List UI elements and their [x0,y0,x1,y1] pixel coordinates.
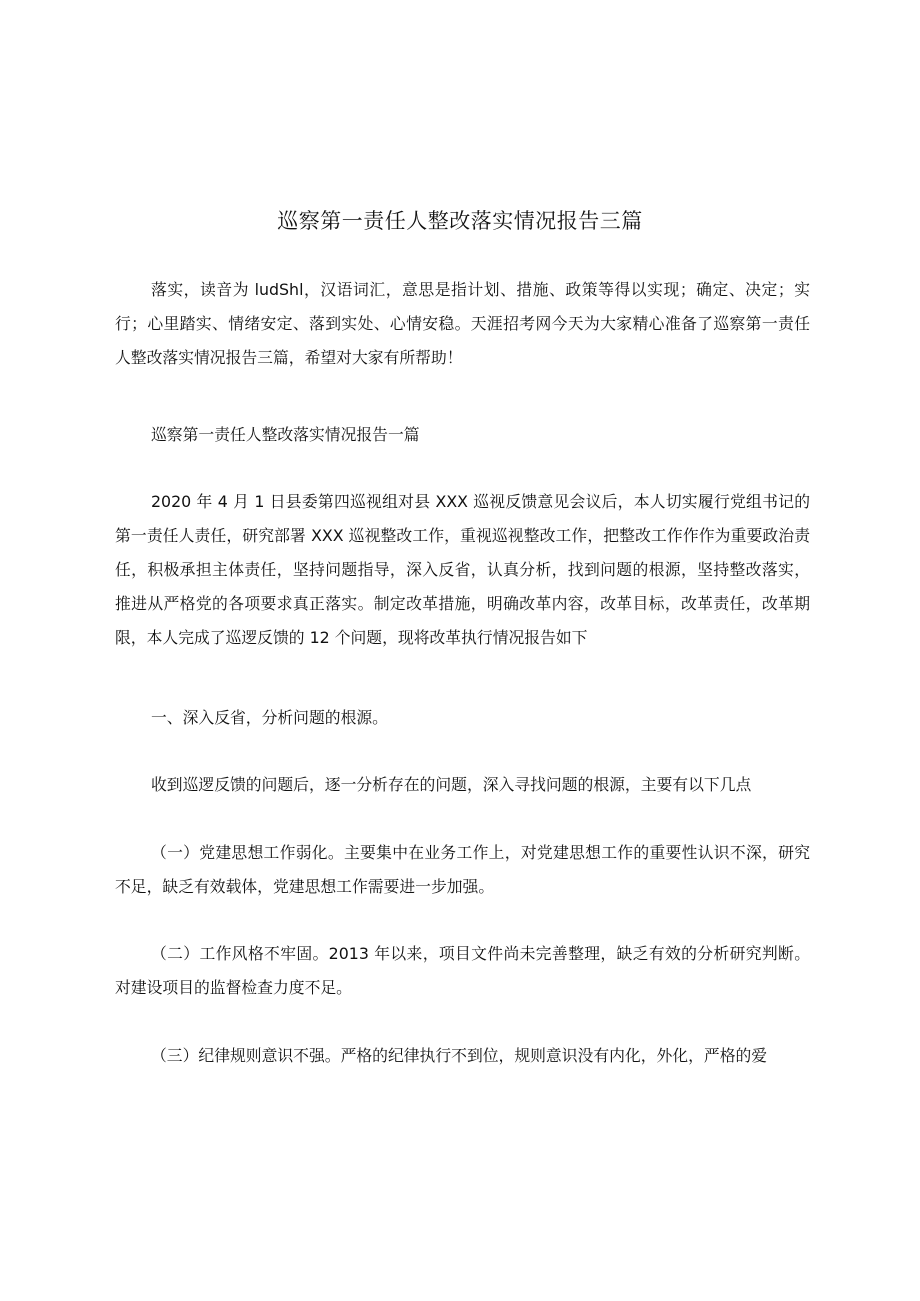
issue-one-paragraph: （一）党建思想工作弱化。主要集中在业务工作上，对党建思想工作的重要性认识不深，研究不足，缺乏有效载体，党建思想工作需要进一步加强。 [115,843,810,896]
document-title: 巡察第一责任人整改落实情况报告三篇 [277,209,643,233]
analysis-intro-paragraph: 收到巡逻反馈的问题后，逐一分析存在的问题，深入寻找问题的根源，主要有以下几点 [151,775,752,794]
issue-two-paragraph: （二）工作风格不牢固。2013 年以来，项目文件尚未完善整理，缺乏有效的分析研究判断。对建设项目的监督检查力度不足。 [115,944,810,997]
issue-three-paragraph: （三）纪律规则意识不强。严格的纪律执行不到位，规则意识没有内化，外化，严格的爱 [151,1046,768,1065]
intro-paragraph: 落实，读音为 ludShl，汉语词汇，意思是指计划、措施、政策等得以实现；确定、决定；实行；心里踏实、情绪安定、落到实处、心情安稳。天涯招考网今天为大家精心准备了巡察第一责任人整改落实情况报告三篇，希望对大家有所帮助！ [115,280,810,367]
report-opening-paragraph: 2020 年 4 月 1 日县委第四巡视组对县 XXX 巡视反馈意见会议后，本人切实履行党组书记的第一责任人责任，研究部署 XXX 巡视整改工作，重视巡视整改工作，把整改工作作作为重要政治责任，积极承担主体责任，坚持问题指导，深入反省，认真分析，找到问题的根源，坚持整改落实，推进从严格党的各项要求真正落实。制定改革措施，明确改革内容，改革目标，改革责任，改革期限，本人完成了巡逻反馈的 12 个问题，现将改革执行情况报告如下 [115,492,810,647]
section-heading-report-one: 巡察第一责任人整改落实情况报告一篇 [151,425,420,444]
heading-reflection: 一、深入反省，分析问题的根源。 [151,708,388,727]
